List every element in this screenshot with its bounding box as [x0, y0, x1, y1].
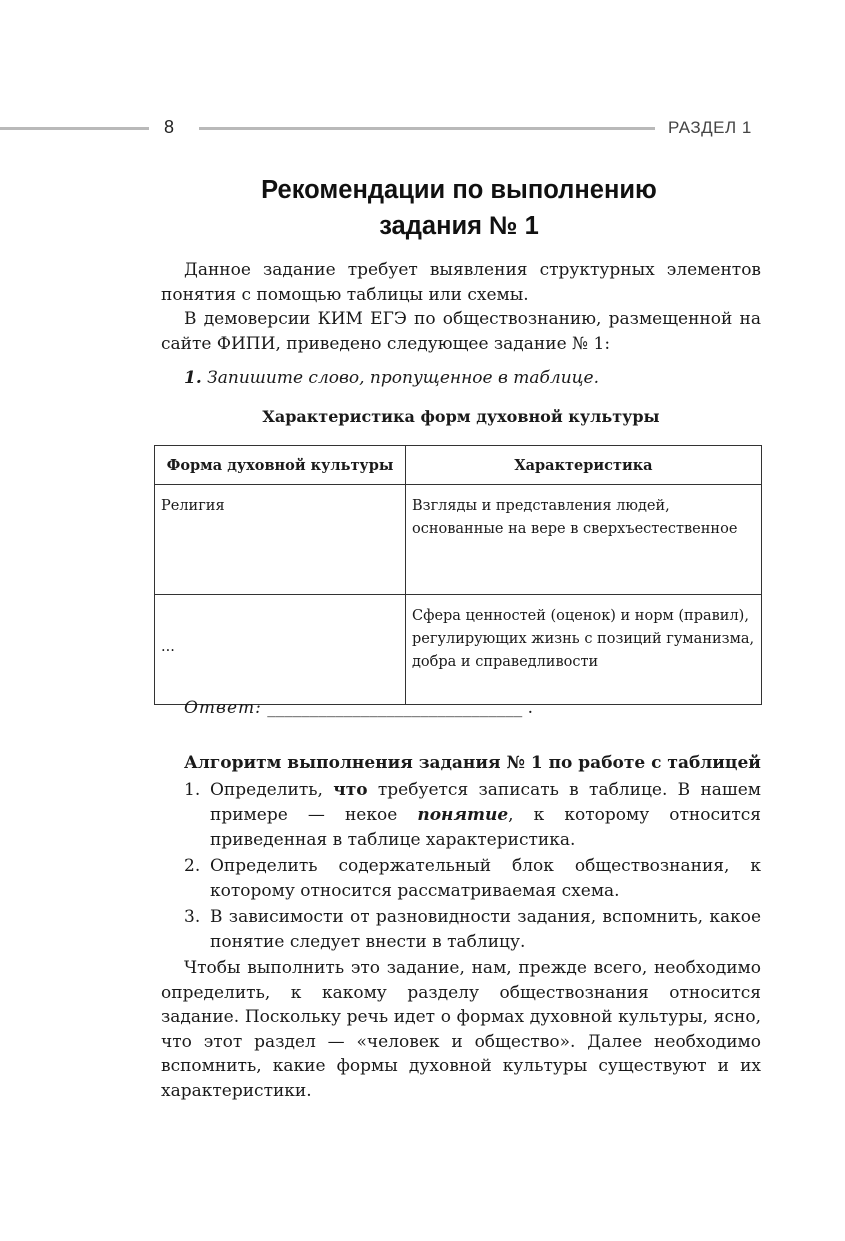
conclusion-paragraph — [161, 956, 761, 1104]
algorithm-step-2 — [184, 854, 761, 904]
step-number: 2. — [184, 856, 201, 876]
table-caption: Характеристика форм духовной культуры — [262, 407, 660, 426]
culture-forms-table — [154, 445, 762, 705]
task-statement — [184, 368, 599, 388]
answer-label: Ответ: — [184, 698, 262, 718]
title-line-2: задания № 1 — [379, 212, 539, 240]
step-3-text: В зависимости от разновидности задания, вспомнить, какое понятие следует внести в таблицу. — [210, 907, 761, 952]
table-cell-form: Религия — [155, 485, 406, 595]
page-number: 8 — [164, 117, 175, 137]
step-1-text-c: , к которому относится приведенная в таблице характеристика. — [210, 805, 762, 850]
header-rule-left — [0, 127, 149, 130]
step-1-emphasis: понятие — [417, 805, 509, 825]
intro-paragraph-1-text: Данное задание требует выявления структурных элементов понятия с помощью таблицы или схемы. — [161, 260, 761, 305]
header-rule-middle — [199, 127, 655, 130]
table-cell-characteristic: Взгляды и представления людей, основанные на вере в сверхъестественное — [406, 485, 762, 595]
task-text: Запишите слово, пропущенное в таблице. — [207, 368, 600, 388]
intro-paragraph-1 — [161, 258, 761, 307]
answer-line — [184, 698, 533, 718]
intro-paragraph-2 — [161, 307, 761, 356]
algorithm-step-1 — [184, 778, 761, 853]
answer-blank: ______________________________ . — [267, 698, 534, 718]
table-row — [155, 595, 762, 705]
table-cell-characteristic: Сфера ценностей (оценок) и норм (правил), регулирующих жизнь с позиций гуманизма, добра и справедливости — [406, 595, 762, 705]
algorithm-title: Алгоритм выполнения задания № 1 по работе с таблицей — [184, 753, 761, 773]
intro-paragraph-2-text: В демоверсии КИМ ЕГЭ по обществознанию, размещенной на сайте ФИПИ, приведено следующее задание № 1: — [161, 309, 761, 354]
algorithm-step-3 — [184, 905, 761, 955]
table-cell-form-missing: ... — [155, 595, 406, 705]
step-1-text-a: Определить, — [210, 780, 334, 800]
step-number: 1. — [184, 780, 201, 800]
conclusion-text: Чтобы выполнить это задание, нам, прежде всего, необходимо определить, к какому разделу обществознания относится задание. Поскольку речь идет о формах духовной культуры, ясно, что этот раздел — «человек и общество». Далее необходимо вспомнить, какие формы духовной культуры существуют и их характеристики. — [161, 958, 761, 1101]
step-2-text: Определить содержательный блок обществознания, к которому относится рассматриваемая схема. — [210, 856, 761, 901]
step-1-bold: что — [333, 780, 368, 800]
table-row — [155, 485, 762, 595]
title-line-1: Рекомендации по выполнению — [261, 176, 657, 204]
task-number: 1. — [184, 368, 202, 388]
table-header-form: Форма духовной культуры — [155, 446, 406, 485]
page-title — [184, 172, 734, 244]
step-1-text-b: требуется записать в таблице. В нашем примере — некое — [210, 780, 761, 825]
section-label: РАЗДЕЛ 1 — [668, 118, 752, 137]
table-header-row — [155, 446, 762, 485]
step-number: 3. — [184, 907, 201, 927]
table-header-characteristic: Характеристика — [406, 446, 762, 485]
